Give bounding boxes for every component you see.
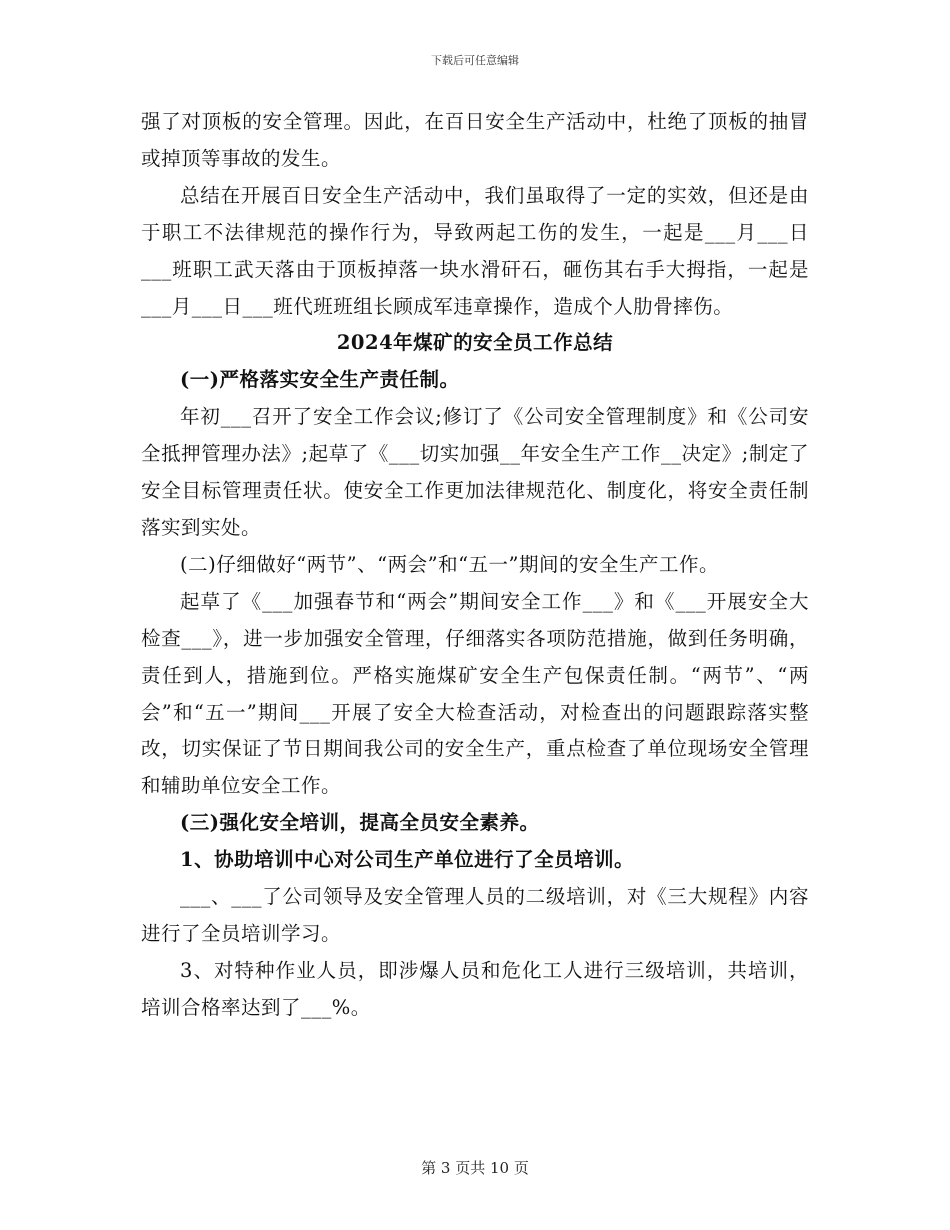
section-title: 2024年煤矿的安全员工作总结 <box>336 331 614 355</box>
paragraph: (二)仔细做好“两节”、“两会”和“五一”期间的安全生产工作。 <box>180 552 720 576</box>
paragraph: ___、___了公司领导及安全管理人员的二级培训，对《三大规程》内容进行了全员培训学习。 <box>141 885 809 945</box>
subheading: (三)强化安全培训，提高全员安全素养。 <box>180 811 540 835</box>
paragraph: 强了对顶板的安全管理。因此，在百日安全生产活动中，杜绝了顶板的抽冒或掉顶等事故的发生。 <box>141 110 809 170</box>
paragraph: 年初___召开了安全工作会议;修订了《公司安全管理制度》和《公司安全抵押管理办法》;起草了《___切实加强__年安全生产工作__决定》;制定了安全目标管理责任状。使安全工作更加法律规范化、制度化，将安全责任制落实到实处。 <box>141 405 809 539</box>
document-body <box>141 104 809 1027</box>
paragraph: 总结在开展百日安全生产活动中，我们虽取得了一定的实效，但还是由于职工不法律规范的操作行为，导致两起工伤的发生，一起是___月___日___班职工武天落由于顶板掉落一块水滑矸石，砸伤其右手大拇指，一起是___月___日___班代班班组长顾成军违章操作，造成个人肋骨摔伤。 <box>141 183 809 318</box>
paragraph: 3、对特种作业人员，即涉爆人员和危化工人进行三级培训，共培训，培训合格率达到了___%。 <box>141 958 809 1019</box>
subheading: 1、协助培训中心对公司生产单位进行了全员培训。 <box>180 848 635 872</box>
page-footer: 第 3 页共 10 页 <box>421 1159 529 1177</box>
page-header: 下载后可任意编辑 <box>431 54 519 67</box>
subheading: (一)严格落实安全生产责任制。 <box>180 368 460 392</box>
paragraph: 起草了《___加强春节和“两会”期间安全工作___》和《___开展安全大检查___》，进一步加强安全管理，仔细落实各项防范措施，做到任务明确，责任到人，措施到位。严格实施煤矿安全生产包保责任制。“两节”、“两会”和“五一”期间___开展了安全大检查活动，对检查出的问题跟踪落实整改，切实保证了节日期间我公司的安全生产，重点检查了单位现场安全管理和辅助单位安全工作。 <box>141 589 809 798</box>
